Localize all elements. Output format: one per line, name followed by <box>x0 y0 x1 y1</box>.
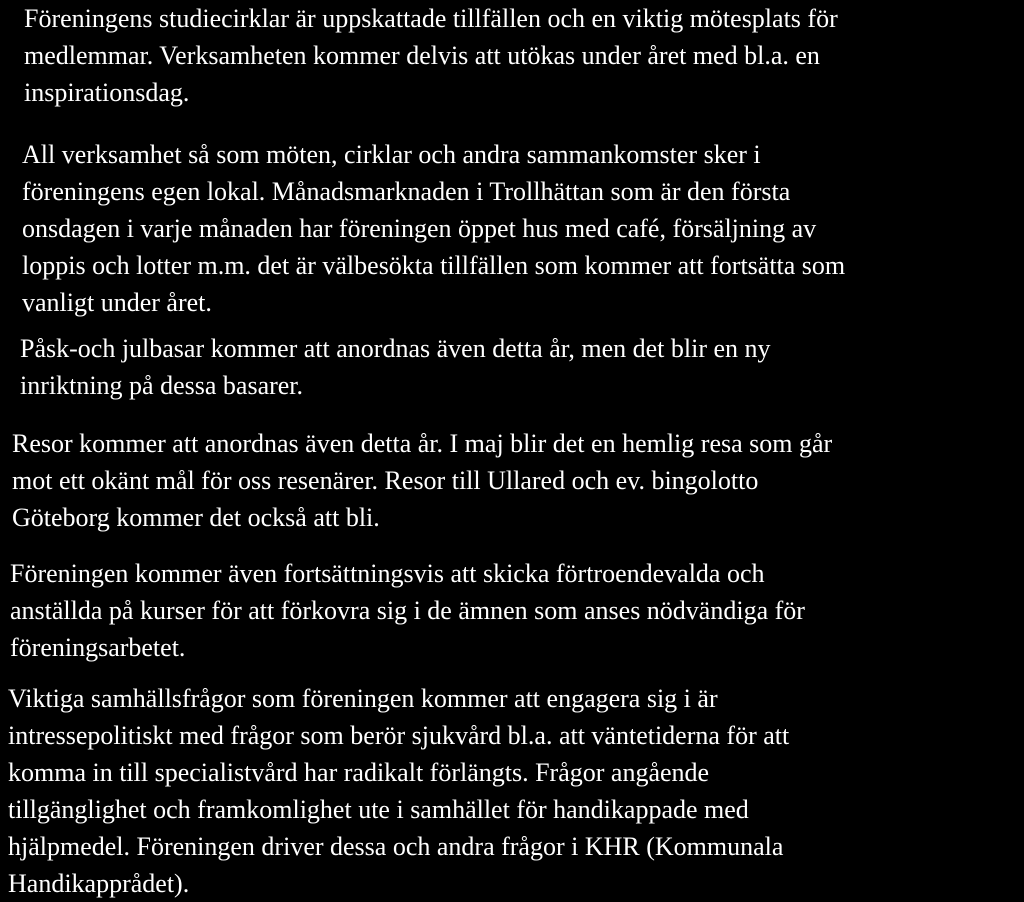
text-line: Viktiga samhällsfrågor som föreningen kommer att engagera sig i är <box>8 684 718 713</box>
text-line: Handikapprådet). <box>8 869 190 898</box>
text-line: medlemmar. Verksamheten kommer delvis att utökas under året med bl.a. en <box>24 41 820 70</box>
text-line: anställda på kurser för att förkovra sig i de ämnen som anses nödvändiga för <box>10 596 805 625</box>
text-line: inspirationsdag. <box>24 78 190 107</box>
text-line: vanligt under året. <box>22 288 212 317</box>
paragraph-study-circles <box>24 0 1014 111</box>
paragraph-bazaars <box>20 330 1010 404</box>
text-line: mot ett okänt mål för oss resenärer. Resor till Ullared och ev. bingolotto <box>12 466 759 495</box>
text-line: föreningens egen lokal. Månadsmarknaden i Trollhättan som är den första <box>22 177 791 206</box>
text-line: tillgänglighet och framkomlighet ute i samhället för handikappade med <box>8 795 749 824</box>
text-line: komma in till specialistvård har radikalt förlängts. Frågor angående <box>8 758 710 787</box>
text-line: Göteborg kommer det också att bli. <box>12 503 380 532</box>
text-line: loppis och lotter m.m. det är välbesökta tillfällen som kommer att fortsätta som <box>22 251 846 280</box>
paragraph-social-issues <box>8 680 1008 902</box>
text-line: inriktning på dessa basarer. <box>20 371 304 400</box>
paragraph-trips <box>12 425 1002 536</box>
text-line: onsdagen i varje månaden har föreningen öppet hus med café, försäljning av <box>22 214 817 243</box>
text-line: Föreningens studiecirklar är uppskattade tillfällen och en viktig mötesplats för <box>24 4 838 33</box>
text-line: All verksamhet så som möten, cirklar och andra sammankomster sker i <box>22 140 761 169</box>
text-line: hjälpmedel. Föreningen driver dessa och andra frågor i KHR (Kommunala <box>8 832 784 861</box>
text-line: Resor kommer att anordnas även detta år. I maj blir det en hemlig resa som går <box>12 429 833 458</box>
text-line: Föreningen kommer även fortsättningsvis att skicka förtroendevalda och <box>10 559 765 588</box>
paragraph-courses <box>10 555 1000 666</box>
paragraph-activities <box>22 136 1012 321</box>
text-line: intressepolitiskt med frågor som berör sjukvård bl.a. att väntetiderna för att <box>8 721 790 750</box>
text-line: Påsk-och julbasar kommer att anordnas även detta år, men det blir en ny <box>20 334 771 363</box>
text-line: föreningsarbetet. <box>10 633 186 662</box>
